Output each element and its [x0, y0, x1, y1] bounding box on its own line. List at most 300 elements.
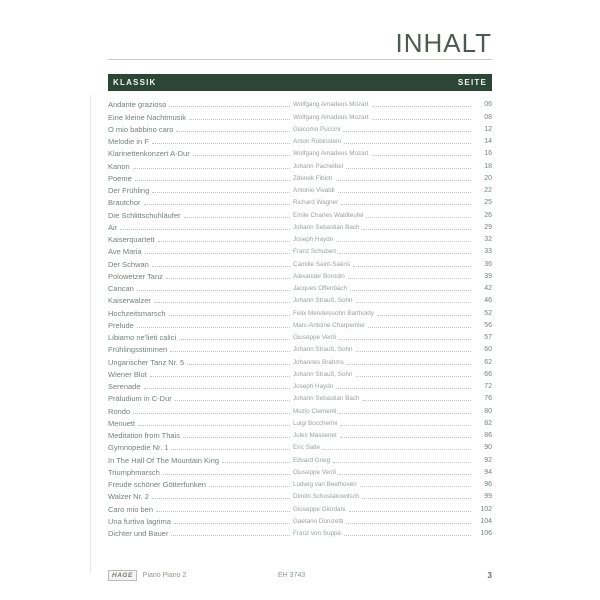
composer-name: Gaetano Donizetti	[293, 517, 344, 525]
composer-name: Franz von Suppé	[293, 530, 341, 537]
composer-name: Antonio Vivaldi	[293, 187, 335, 194]
toc-title-cell	[108, 162, 293, 171]
toc-row	[108, 256, 492, 268]
composer-name: Johannes Brahms	[293, 358, 344, 366]
toc-row	[108, 403, 492, 415]
toc-composer-cell	[293, 297, 474, 305]
toc-composer-cell	[293, 432, 474, 440]
piece-title: Hochzeitsmarsch	[108, 308, 166, 318]
composer-name: Zdenek Fibich	[293, 174, 333, 182]
dot-leader	[187, 363, 290, 365]
dot-leader	[346, 167, 471, 169]
dot-leader	[368, 326, 471, 328]
toc-row	[108, 305, 492, 317]
toc-composer-cell	[293, 395, 474, 403]
composer-name: Wolfgang Amadeus Mozart	[293, 101, 369, 109]
page-ref: 60	[484, 346, 492, 354]
toc-title-cell	[108, 223, 293, 232]
piece-title: In The Hall Of The Mountain King	[108, 455, 220, 465]
dot-leader	[348, 277, 471, 279]
toc-row	[108, 171, 492, 183]
toc-title-cell	[108, 211, 293, 220]
composer-name: Richard Wagner	[293, 199, 339, 207]
toc-composer-cell	[293, 359, 474, 367]
composer-name: Johann Sebastian Bach	[293, 223, 360, 231]
page-ref: 76	[484, 395, 492, 403]
toc-composer-cell	[293, 310, 474, 318]
toc-composer-cell	[293, 493, 474, 501]
dot-leader	[339, 338, 471, 340]
dot-leader	[377, 314, 471, 316]
piece-title: Serenade	[108, 382, 141, 391]
dot-leader	[163, 473, 290, 475]
piece-title: Andante grazioso	[108, 100, 167, 110]
page-ref: 06	[484, 101, 492, 109]
toc-composer-cell	[293, 175, 474, 183]
page-ref: 12	[484, 125, 492, 133]
dot-leader	[343, 130, 471, 132]
piece-title: Gymnopedie Nr. 1	[108, 443, 169, 453]
dot-leader	[158, 240, 290, 242]
toc-row	[108, 391, 492, 403]
dot-leader	[340, 424, 471, 426]
dot-leader	[209, 485, 290, 487]
toc-title-cell	[108, 370, 293, 379]
dot-leader	[166, 277, 290, 279]
dot-leader	[366, 216, 471, 218]
toc-title-cell	[108, 333, 293, 342]
dot-leader	[344, 534, 471, 536]
piece-title: Una furtiva lagrima	[108, 516, 171, 526]
toc-composer-cell	[293, 518, 474, 526]
toc-row	[108, 428, 492, 440]
toc-row	[108, 526, 492, 538]
toc-composer-cell	[293, 506, 474, 514]
dot-leader	[323, 448, 471, 450]
toc-row	[108, 477, 492, 489]
dot-leader	[336, 240, 471, 242]
composer-name: Edvard Grieg	[293, 456, 331, 464]
dot-leader	[353, 265, 471, 267]
piece-title: Walzer Nr. 2	[108, 492, 149, 502]
toc-row	[108, 489, 492, 501]
composer-name: Johann Pachelbel	[293, 162, 344, 170]
piece-title: Kanon	[108, 161, 130, 171]
piece-title: Dichter und Bauer	[108, 529, 169, 538]
composer-name: Eric Satie	[293, 444, 320, 452]
toc-row	[108, 97, 492, 109]
edition-number: EH 3743	[278, 572, 306, 579]
dot-leader	[152, 265, 290, 267]
piece-title: Poeme	[108, 173, 132, 183]
piece-title: Wiener Blut	[108, 369, 147, 379]
dot-leader	[170, 350, 290, 352]
dot-leader	[138, 424, 290, 426]
piece-title: Triumphmarsch	[108, 467, 160, 477]
composer-name: Wolfgang Amadeus Mozart	[293, 113, 369, 121]
toc-row	[108, 318, 492, 330]
piece-title: Air	[108, 222, 118, 232]
dot-leader	[176, 130, 290, 132]
composer-name: Jacques Offenbach	[293, 285, 348, 292]
composer-name: Joseph Haydn	[293, 383, 334, 390]
piece-title: Freude schöner Götterfunken	[108, 480, 206, 489]
page-ref: 72	[484, 383, 492, 390]
toc-title-cell	[108, 247, 293, 256]
toc-row	[108, 354, 492, 366]
dot-leader	[350, 289, 471, 291]
toc-composer-cell	[293, 150, 474, 158]
dot-leader	[339, 252, 471, 254]
toc-composer-cell	[293, 126, 474, 134]
piece-title: Libiamo ne'lieti calici	[108, 333, 177, 342]
page-ref: 39	[484, 272, 492, 280]
toc-row	[108, 109, 492, 121]
dot-leader	[156, 510, 290, 512]
toc-composer-cell	[293, 481, 474, 489]
dot-leader	[184, 216, 290, 218]
composer-name: Muzio Clementi	[293, 407, 337, 415]
toc-title-cell	[108, 345, 293, 354]
section-header-right: SEITE	[457, 78, 487, 87]
toc-composer-cell	[293, 469, 474, 477]
toc-composer-cell	[293, 138, 474, 146]
toc-title-cell	[108, 309, 293, 318]
dot-leader	[363, 228, 471, 230]
toc-composer-cell	[293, 236, 474, 244]
toc-row	[108, 134, 492, 146]
toc-composer-cell	[293, 530, 474, 538]
page-ref: 106	[480, 530, 492, 537]
page-ref: 86	[484, 432, 492, 439]
piece-title: Polowetzer Tanz	[108, 271, 163, 281]
toc-composer-cell	[293, 273, 474, 281]
dot-leader	[333, 461, 471, 463]
toc-composer-cell	[293, 285, 474, 293]
composer-name: Johann Strauß, Sohn	[293, 346, 353, 354]
toc-title-cell	[108, 382, 293, 391]
composer-name: Giuseppe Verdi	[293, 334, 337, 341]
toc-title-cell	[108, 137, 293, 146]
toc-composer-cell	[293, 101, 474, 109]
composer-name: Giuseppe Giordani	[293, 505, 346, 513]
page-ref: 36	[484, 260, 492, 268]
page-ref: 08	[484, 113, 492, 121]
page-ref: 22	[484, 187, 492, 194]
composer-name: Alexander Borodin	[293, 272, 345, 280]
toc-title-cell	[108, 284, 293, 293]
dot-leader	[144, 387, 290, 389]
page-ref: 66	[484, 370, 492, 378]
composer-name: Marc-Antoine Charpentier	[293, 321, 366, 329]
toc-title-cell	[108, 321, 293, 330]
page-ref: 56	[484, 321, 492, 329]
dot-leader	[336, 179, 471, 181]
toc-title-cell	[108, 505, 293, 514]
dot-leader	[363, 399, 471, 401]
publisher-logo: HAGE	[108, 570, 137, 581]
series-title: Piano Piano 2	[142, 572, 187, 579]
toc-row	[108, 342, 492, 354]
toc-title-cell	[108, 480, 293, 489]
page-ref: 104	[480, 517, 492, 525]
page-ref: 102	[480, 505, 492, 513]
toc-title-cell	[108, 492, 293, 501]
toc-row	[108, 440, 492, 452]
toc-composer-cell	[293, 114, 474, 122]
dot-leader	[356, 301, 471, 303]
page-ref: 52	[484, 309, 492, 317]
toc-composer-cell	[293, 444, 474, 452]
page-ref: 20	[484, 174, 492, 182]
title-divider	[108, 59, 492, 60]
page-ref: 16	[484, 150, 492, 158]
page-ref: 96	[484, 481, 492, 488]
dot-leader	[174, 522, 290, 524]
page-number: 3	[487, 571, 492, 580]
toc-title-cell	[108, 517, 293, 526]
composer-name: Giacomo Puccini	[293, 125, 341, 133]
dot-leader	[222, 461, 290, 463]
page-content	[108, 0, 492, 538]
piece-title: Der Frühling	[108, 186, 150, 195]
dot-leader	[133, 167, 290, 169]
dot-leader	[133, 412, 290, 414]
composer-name: Camille Saint-Saëns	[293, 260, 351, 268]
page-ref: 46	[484, 297, 492, 305]
dot-leader	[340, 436, 471, 438]
toc-composer-cell	[293, 187, 474, 195]
composer-name: Johann Strauß, Sohn	[293, 370, 353, 378]
composer-name: Dimitri Schostakowitsch	[293, 493, 360, 501]
dot-leader	[338, 191, 471, 193]
composer-name: Wolfgang Amadeus Mozart	[293, 150, 369, 158]
piece-title: Ave Maria	[108, 247, 142, 257]
toc-composer-cell	[293, 334, 474, 342]
dot-leader	[144, 203, 290, 205]
dot-leader	[154, 301, 290, 303]
toc-title-cell	[108, 260, 293, 269]
page-ref: 80	[484, 407, 492, 415]
toc-title-cell	[108, 272, 293, 281]
toc-composer-cell	[293, 212, 474, 220]
piece-title: Ungarischer Tanz Nr. 5	[108, 357, 185, 367]
toc-composer-cell	[293, 346, 474, 354]
dot-leader	[135, 179, 290, 181]
piece-title: Brautchor	[108, 198, 141, 208]
page-ref: 33	[484, 248, 492, 256]
toc-composer-cell	[293, 371, 474, 379]
page-ref: 94	[484, 468, 492, 476]
page-ref: 92	[484, 456, 492, 464]
toc-row	[108, 269, 492, 281]
dot-leader	[372, 154, 472, 156]
dot-leader	[341, 203, 471, 205]
composer-name: Joseph Haydn	[293, 236, 334, 243]
composer-name: Franz Schubert	[293, 248, 337, 256]
dot-leader	[349, 510, 471, 512]
toc-row	[108, 183, 492, 195]
page-ref: 62	[484, 358, 492, 366]
composer-name: Johann Sebastian Bach	[293, 395, 360, 403]
toc-row	[108, 514, 492, 526]
composer-name: Anton Rubinstein	[293, 138, 341, 145]
toc-title-cell	[108, 198, 293, 207]
toc-title-cell	[108, 296, 293, 305]
composer-name: Giuseppe Verdi	[293, 468, 337, 476]
piece-title: Präludium in C-Dur	[108, 394, 172, 404]
composer-name: Johann Strauß, Sohn	[293, 297, 353, 305]
toc-composer-cell	[293, 408, 474, 416]
toc-composer-cell	[293, 224, 474, 232]
toc-row	[108, 244, 492, 256]
toc-title-cell	[108, 419, 293, 428]
toc-title-cell	[108, 456, 293, 465]
toc-title-cell	[108, 468, 293, 477]
dot-leader	[372, 118, 472, 120]
dot-leader	[362, 497, 471, 499]
page-ref: 90	[484, 444, 492, 452]
toc-row	[108, 501, 492, 513]
dot-leader	[145, 252, 290, 254]
toc-row	[108, 232, 492, 244]
page-ref: 57	[484, 334, 492, 341]
toc-row	[108, 452, 492, 464]
dot-leader	[339, 412, 471, 414]
toc-title-cell	[108, 235, 293, 244]
dot-leader	[150, 375, 290, 377]
toc-list	[108, 97, 492, 538]
page-ref: 26	[484, 211, 492, 219]
dot-leader	[336, 387, 471, 389]
dot-leader	[189, 118, 290, 120]
toc-row	[108, 379, 492, 391]
dot-leader	[169, 314, 290, 316]
toc-composer-cell	[293, 248, 474, 256]
toc-title-cell	[108, 358, 293, 367]
piece-title: Prelude	[108, 320, 134, 330]
toc-title-cell	[108, 149, 293, 158]
toc-row	[108, 122, 492, 134]
toc-title-cell	[108, 394, 293, 403]
dot-leader	[120, 228, 290, 230]
toc-row	[108, 195, 492, 207]
page-edge-shadow	[90, 95, 91, 573]
toc-composer-cell	[293, 457, 474, 465]
toc-composer-cell	[293, 383, 474, 391]
piece-title: Klarinettenkonzert A-Dur	[108, 149, 190, 159]
section-header-bar	[108, 74, 492, 91]
toc-row	[108, 220, 492, 232]
piece-title: Menuett	[108, 418, 136, 428]
page-ref: 82	[484, 419, 492, 427]
toc-row	[108, 293, 492, 305]
composer-name: Jules Massenet	[293, 432, 337, 439]
dot-leader	[169, 105, 290, 107]
toc-composer-cell	[293, 261, 474, 269]
toc-row	[108, 207, 492, 219]
toc-composer-cell	[293, 163, 474, 171]
toc-composer-cell	[293, 420, 474, 428]
page-title: INHALT	[395, 28, 492, 58]
dot-leader	[152, 497, 290, 499]
dot-leader	[356, 350, 471, 352]
dot-leader	[171, 448, 290, 450]
page-ref: 18	[484, 162, 492, 170]
dot-leader	[346, 522, 471, 524]
toc-title-cell	[108, 407, 293, 416]
dot-leader	[152, 142, 290, 144]
toc-title-cell	[108, 174, 293, 183]
dot-leader	[179, 338, 290, 340]
piece-title: Kaiserwalzer	[108, 296, 151, 306]
toc-title-cell	[108, 529, 293, 538]
section-header-left: KLASSIK	[113, 78, 157, 87]
dot-leader	[152, 191, 290, 193]
toc-title-cell	[108, 186, 293, 195]
toc-title-cell	[108, 125, 293, 134]
piece-title: Die Schlittschuhläufer	[108, 210, 181, 220]
composer-name: Emile Charles Waldteufel	[293, 211, 364, 219]
dot-leader	[372, 105, 472, 107]
toc-composer-cell	[293, 199, 474, 207]
piece-title: Eine kleine Nachtmusik	[108, 112, 186, 122]
toc-title-cell	[108, 100, 293, 109]
piece-title: Der Schwan	[108, 259, 149, 269]
composer-name: Luigi Boccherini	[293, 419, 338, 427]
toc-row	[108, 330, 492, 342]
piece-title: Caro mio ben	[108, 504, 154, 514]
toc-title-cell	[108, 113, 293, 122]
page-ref: 42	[484, 285, 492, 292]
page-ref: 14	[484, 138, 492, 145]
dot-leader	[360, 485, 471, 487]
toc-row	[108, 146, 492, 158]
page-ref: 32	[484, 236, 492, 243]
dot-leader	[171, 534, 290, 536]
toc-row	[108, 465, 492, 477]
composer-name: Felix Mendelssohn Bartholdy	[293, 309, 374, 317]
composer-name: Ludwig van Beethoven	[293, 481, 357, 488]
piece-title: Frühlingsstimmen	[108, 345, 168, 355]
piece-title: Melodie in F	[108, 137, 149, 146]
dot-leader	[344, 142, 471, 144]
toc-title-cell	[108, 431, 293, 440]
dot-leader	[183, 436, 290, 438]
toc-row	[108, 158, 492, 170]
toc-row	[108, 367, 492, 379]
piece-title: Kaiserquartett	[108, 235, 155, 244]
piece-title: Rondo	[108, 406, 131, 416]
dot-leader	[339, 473, 471, 475]
dot-leader	[347, 363, 471, 365]
piece-title: Meditation from Thais	[108, 431, 180, 440]
page-ref: 29	[484, 223, 492, 231]
page-footer	[108, 570, 492, 581]
page-ref: 99	[484, 493, 492, 501]
piece-title: O mio babbino caro	[108, 124, 174, 134]
toc-row	[108, 416, 492, 428]
dot-leader	[356, 375, 471, 377]
toc-title-cell	[108, 443, 293, 452]
dot-leader	[175, 399, 290, 401]
dot-leader	[193, 154, 290, 156]
dot-leader	[137, 289, 290, 291]
dot-leader	[137, 326, 290, 328]
page-ref: 25	[484, 199, 492, 207]
toc-row	[108, 281, 492, 293]
toc-composer-cell	[293, 322, 474, 330]
